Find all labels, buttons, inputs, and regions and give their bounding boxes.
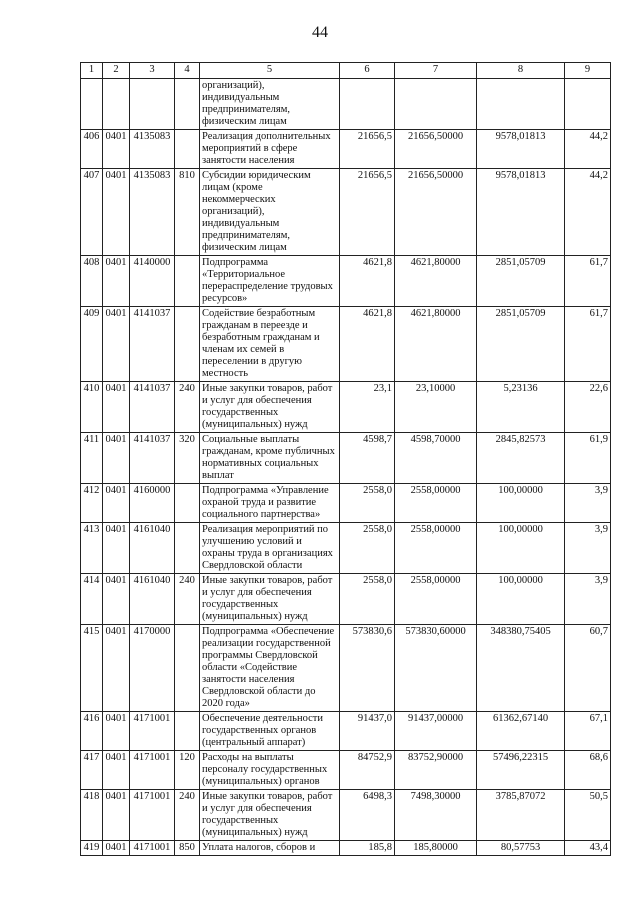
column-header: 6 xyxy=(340,63,395,79)
refined-amount-cell xyxy=(395,79,477,130)
table-row xyxy=(81,790,611,841)
section-code-cell: 0401 xyxy=(103,130,130,169)
section-code-cell: 0401 xyxy=(103,790,130,841)
target-code-cell: 4140000 xyxy=(130,256,175,307)
item-name-cell: Иные закупки товаров, работ и услуг для обеспечения государственных (муниципальных) нужд xyxy=(200,574,340,625)
row-number-cell: 419 xyxy=(81,841,103,856)
expense-kind-cell: 850 xyxy=(175,841,200,856)
refined-amount-cell: 573830,60000 xyxy=(395,625,477,712)
section-code-cell xyxy=(103,79,130,130)
percent-cell: 44,2 xyxy=(565,130,611,169)
executed-amount-cell: 5,23136 xyxy=(477,382,565,433)
target-code-cell: 4171001 xyxy=(130,712,175,751)
refined-amount-cell: 2558,00000 xyxy=(395,523,477,574)
row-number-cell xyxy=(81,79,103,130)
target-code-cell: 4171001 xyxy=(130,841,175,856)
table-row xyxy=(81,79,611,130)
item-name-cell: Социальные выплаты гражданам, кроме публичных нормативных социальных выплат xyxy=(200,433,340,484)
refined-amount-cell: 21656,50000 xyxy=(395,130,477,169)
row-number-cell: 410 xyxy=(81,382,103,433)
item-name-cell: Реализация мероприятий по улучшению условий и охраны труда в организациях Свердловской области xyxy=(200,523,340,574)
refined-amount-cell: 2558,00000 xyxy=(395,574,477,625)
row-number-cell: 415 xyxy=(81,625,103,712)
item-name-cell: Субсидии юридическим лицам (кроме некоммерческих организаций), индивидуальным предпринимателям, физическим лицам xyxy=(200,169,340,256)
row-number-cell: 418 xyxy=(81,790,103,841)
table-row xyxy=(81,484,611,523)
item-name-cell: организаций), индивидуальным предпринимателям, физическим лицам xyxy=(200,79,340,130)
plan-amount-cell: 23,1 xyxy=(340,382,395,433)
plan-amount-cell: 91437,0 xyxy=(340,712,395,751)
column-header: 4 xyxy=(175,63,200,79)
percent-cell: 67,1 xyxy=(565,712,611,751)
section-code-cell: 0401 xyxy=(103,433,130,484)
refined-amount-cell: 4621,80000 xyxy=(395,256,477,307)
plan-amount-cell xyxy=(340,79,395,130)
column-header: 9 xyxy=(565,63,611,79)
table-row xyxy=(81,574,611,625)
target-code-cell xyxy=(130,79,175,130)
refined-amount-cell: 91437,00000 xyxy=(395,712,477,751)
refined-amount-cell: 185,80000 xyxy=(395,841,477,856)
section-code-cell: 0401 xyxy=(103,169,130,256)
target-code-cell: 4135083 xyxy=(130,130,175,169)
row-number-cell: 408 xyxy=(81,256,103,307)
section-code-cell: 0401 xyxy=(103,256,130,307)
executed-amount-cell: 80,57753 xyxy=(477,841,565,856)
executed-amount-cell: 61362,67140 xyxy=(477,712,565,751)
plan-amount-cell: 21656,5 xyxy=(340,169,395,256)
target-code-cell: 4171001 xyxy=(130,790,175,841)
column-header: 1 xyxy=(81,63,103,79)
item-name-cell: Реализация дополнительных мероприятий в сфере занятости населения xyxy=(200,130,340,169)
row-number-cell: 417 xyxy=(81,751,103,790)
executed-amount-cell: 57496,22315 xyxy=(477,751,565,790)
expense-kind-cell: 240 xyxy=(175,790,200,841)
table-row xyxy=(81,523,611,574)
column-header: 3 xyxy=(130,63,175,79)
item-name-cell: Содействие безработным гражданам в переезде и безработным гражданам и членам их семей в переселении в другую местность xyxy=(200,307,340,382)
refined-amount-cell: 23,10000 xyxy=(395,382,477,433)
table-row xyxy=(81,382,611,433)
item-name-cell: Подпрограмма «Управление охраной труда и развитие социального партнерства» xyxy=(200,484,340,523)
executed-amount-cell: 100,00000 xyxy=(477,574,565,625)
expense-kind-cell xyxy=(175,712,200,751)
item-name-cell: Обеспечение деятельности государственных органов (центральный аппарат) xyxy=(200,712,340,751)
percent-cell: 68,6 xyxy=(565,751,611,790)
table-row xyxy=(81,841,611,856)
column-header: 5 xyxy=(200,63,340,79)
table-row xyxy=(81,130,611,169)
section-code-cell: 0401 xyxy=(103,307,130,382)
expense-kind-cell xyxy=(175,79,200,130)
percent-cell: 43,4 xyxy=(565,841,611,856)
refined-amount-cell: 2558,00000 xyxy=(395,484,477,523)
expense-kind-cell xyxy=(175,256,200,307)
executed-amount-cell xyxy=(477,79,565,130)
item-name-cell: Уплата налогов, сборов и xyxy=(200,841,340,856)
expense-kind-cell: 240 xyxy=(175,574,200,625)
executed-amount-cell: 100,00000 xyxy=(477,484,565,523)
item-name-cell: Подпрограмма «Обеспечение реализации государственной программы Свердловской области «Содействие занятости населения Свердловской области до 2020 года» xyxy=(200,625,340,712)
refined-amount-cell: 21656,50000 xyxy=(395,169,477,256)
row-number-cell: 411 xyxy=(81,433,103,484)
executed-amount-cell: 2851,05709 xyxy=(477,256,565,307)
table-row xyxy=(81,433,611,484)
expense-kind-cell xyxy=(175,307,200,382)
expense-kind-cell xyxy=(175,130,200,169)
expense-kind-cell xyxy=(175,484,200,523)
percent-cell: 61,7 xyxy=(565,256,611,307)
section-code-cell: 0401 xyxy=(103,523,130,574)
table-row xyxy=(81,307,611,382)
percent-cell: 61,9 xyxy=(565,433,611,484)
item-name-cell: Иные закупки товаров, работ и услуг для обеспечения государственных (муниципальных) нужд xyxy=(200,790,340,841)
target-code-cell: 4135083 xyxy=(130,169,175,256)
target-code-cell: 4141037 xyxy=(130,382,175,433)
percent-cell: 3,9 xyxy=(565,523,611,574)
page-number: 44 xyxy=(312,24,328,41)
plan-amount-cell: 21656,5 xyxy=(340,130,395,169)
table-row xyxy=(81,256,611,307)
column-header: 8 xyxy=(477,63,565,79)
plan-amount-cell: 4621,8 xyxy=(340,307,395,382)
row-number-cell: 416 xyxy=(81,712,103,751)
row-number-cell: 409 xyxy=(81,307,103,382)
refined-amount-cell: 4598,70000 xyxy=(395,433,477,484)
plan-amount-cell: 2558,0 xyxy=(340,484,395,523)
percent-cell: 3,9 xyxy=(565,484,611,523)
row-number-cell: 414 xyxy=(81,574,103,625)
target-code-cell: 4171001 xyxy=(130,751,175,790)
percent-cell: 50,5 xyxy=(565,790,611,841)
row-number-cell: 407 xyxy=(81,169,103,256)
item-name-cell: Подпрограмма «Территориальное перераспределение трудовых ресурсов» xyxy=(200,256,340,307)
plan-amount-cell: 4621,8 xyxy=(340,256,395,307)
plan-amount-cell: 84752,9 xyxy=(340,751,395,790)
item-name-cell: Расходы на выплаты персоналу государственных (муниципальных) органов xyxy=(200,751,340,790)
section-code-cell: 0401 xyxy=(103,574,130,625)
executed-amount-cell: 2851,05709 xyxy=(477,307,565,382)
expense-kind-cell: 810 xyxy=(175,169,200,256)
executed-amount-cell: 348380,75405 xyxy=(477,625,565,712)
plan-amount-cell: 4598,7 xyxy=(340,433,395,484)
expense-kind-cell: 240 xyxy=(175,382,200,433)
plan-amount-cell: 2558,0 xyxy=(340,574,395,625)
plan-amount-cell: 6498,3 xyxy=(340,790,395,841)
percent-cell: 22,6 xyxy=(565,382,611,433)
row-number-cell: 406 xyxy=(81,130,103,169)
section-code-cell: 0401 xyxy=(103,625,130,712)
expense-kind-cell: 120 xyxy=(175,751,200,790)
column-header: 7 xyxy=(395,63,477,79)
percent-cell: 61,7 xyxy=(565,307,611,382)
executed-amount-cell: 100,00000 xyxy=(477,523,565,574)
row-number-cell: 413 xyxy=(81,523,103,574)
percent-cell: 44,2 xyxy=(565,169,611,256)
percent-cell: 60,7 xyxy=(565,625,611,712)
target-code-cell: 4141037 xyxy=(130,307,175,382)
executed-amount-cell: 3785,87072 xyxy=(477,790,565,841)
target-code-cell: 4170000 xyxy=(130,625,175,712)
target-code-cell: 4160000 xyxy=(130,484,175,523)
section-code-cell: 0401 xyxy=(103,841,130,856)
executed-amount-cell: 9578,01813 xyxy=(477,169,565,256)
section-code-cell: 0401 xyxy=(103,382,130,433)
plan-amount-cell: 2558,0 xyxy=(340,523,395,574)
item-name-cell: Иные закупки товаров, работ и услуг для обеспечения государственных (муниципальных) нужд xyxy=(200,382,340,433)
expense-kind-cell xyxy=(175,625,200,712)
plan-amount-cell: 573830,6 xyxy=(340,625,395,712)
section-code-cell: 0401 xyxy=(103,484,130,523)
refined-amount-cell: 7498,30000 xyxy=(395,790,477,841)
section-code-cell: 0401 xyxy=(103,712,130,751)
target-code-cell: 4141037 xyxy=(130,433,175,484)
executed-amount-cell: 9578,01813 xyxy=(477,130,565,169)
budget-table xyxy=(80,62,611,856)
target-code-cell: 4161040 xyxy=(130,574,175,625)
row-number-cell: 412 xyxy=(81,484,103,523)
target-code-cell: 4161040 xyxy=(130,523,175,574)
refined-amount-cell: 4621,80000 xyxy=(395,307,477,382)
table-row xyxy=(81,712,611,751)
column-number-row xyxy=(81,63,611,79)
table-row xyxy=(81,169,611,256)
section-code-cell: 0401 xyxy=(103,751,130,790)
refined-amount-cell: 83752,90000 xyxy=(395,751,477,790)
percent-cell: 3,9 xyxy=(565,574,611,625)
executed-amount-cell: 2845,82573 xyxy=(477,433,565,484)
percent-cell xyxy=(565,79,611,130)
expense-kind-cell xyxy=(175,523,200,574)
plan-amount-cell: 185,8 xyxy=(340,841,395,856)
column-header: 2 xyxy=(103,63,130,79)
table-row xyxy=(81,751,611,790)
expense-kind-cell: 320 xyxy=(175,433,200,484)
table-row xyxy=(81,625,611,712)
